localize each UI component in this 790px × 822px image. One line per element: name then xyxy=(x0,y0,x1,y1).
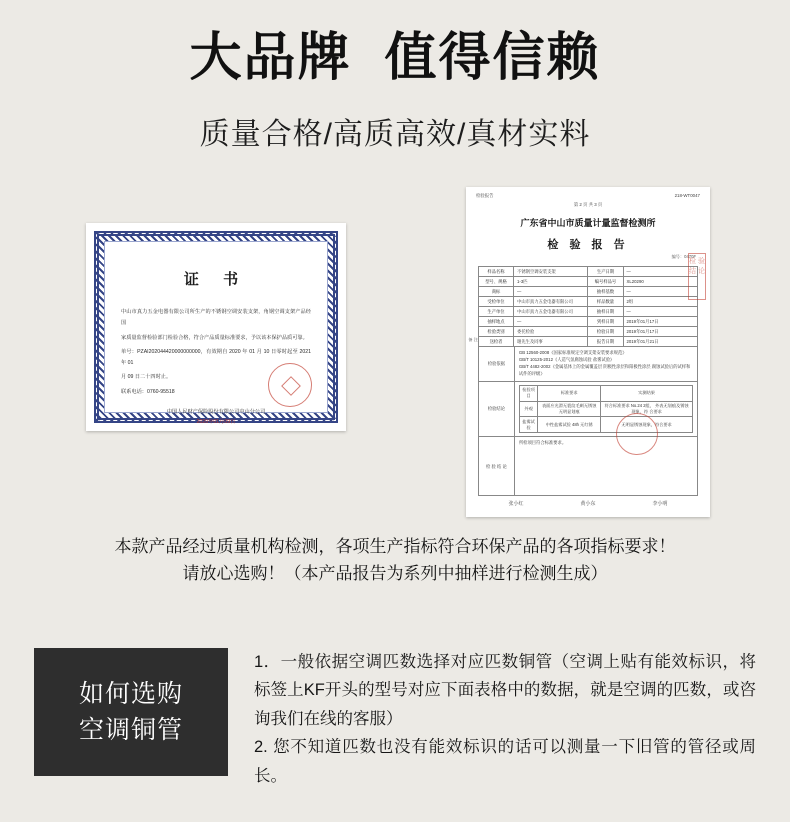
table-row xyxy=(519,401,692,417)
buying-guide-paragraph-1: 1．一般依据空调匹数选择对应匹数铜管（空调上贴有能效标识，将标签上KF开头的型号对应下面表格中的数据，就是空调的匹数，或咨询我们在线的客服） xyxy=(254,653,756,728)
buying-guide-paragraph-2: 2. 您不知道匹数也没有能效标识的话可以测量一下旧管的管径或周长。 xyxy=(254,738,756,785)
report-side-note: 备 注 xyxy=(468,337,478,343)
table-row xyxy=(519,385,692,401)
report-basis-block xyxy=(478,347,698,382)
cell-value: — xyxy=(514,317,588,327)
report-header-right: 218-WT0047 xyxy=(674,193,700,199)
buying-guide-label xyxy=(34,648,228,776)
certificate-red-stamp xyxy=(268,363,312,407)
cell-label: 检验日期 xyxy=(588,327,623,337)
cell-label: 生产单位 xyxy=(479,307,514,317)
cell-label: 抽样日期 xyxy=(588,307,623,317)
table-row xyxy=(479,307,698,317)
cell-value: 1-3匹 xyxy=(514,277,588,287)
basis-line: GB/T 4482-2002《金属基体上的金属覆盖层 阴极性涂层和阳极性涂层 腐蚀试验后的试样和试件的评级》 xyxy=(518,363,691,376)
cell-value: 谢先生及同事 xyxy=(514,337,588,347)
cell-label: 检验类别 xyxy=(479,327,514,337)
report-page-number: 第 2 页 共 3 页 xyxy=(573,202,603,208)
cell-value: 委托检验 xyxy=(514,327,588,337)
buying-guide-label-line2: 空调铜管 xyxy=(78,716,183,744)
cell-label: 报告日期 xyxy=(588,337,623,347)
cell-value: 2019年01月17日 xyxy=(623,317,697,327)
cell-value: 无明显锈蚀现象，符合要求 xyxy=(601,417,693,433)
signature-approver: 张小红 xyxy=(508,501,524,508)
table-row xyxy=(479,317,698,327)
quality-note-line2: 请放心选购！（本产品报告为系列中抽样进行检测生成） xyxy=(182,564,608,584)
inspection-report-image xyxy=(466,187,710,517)
report-side-red-stamp: 检 验 结 论 xyxy=(688,253,706,300)
certificate-issuer: 中国人民财产保险股份有限公司中山分公司 xyxy=(166,408,266,415)
report-institution: 广东省中山市质量计量监督检测所 xyxy=(520,218,656,229)
report-red-seal xyxy=(616,413,658,455)
cell-value: 2019年01月17日 xyxy=(623,327,697,337)
cell-value: — xyxy=(623,267,697,277)
cell-label: 受检单位 xyxy=(479,297,514,307)
table-row xyxy=(519,417,692,433)
report-basis-content xyxy=(515,347,697,381)
cell-value: 表面应光滑无裂纹毛刺无锈蚀 无明显划痕 xyxy=(538,401,601,417)
page-subtitle: 质量合格/高质高效/真材实料 xyxy=(199,118,591,152)
cell-label: 样品名称 xyxy=(479,267,514,277)
cell-value: — xyxy=(514,287,588,297)
cell-label: 抽样地点 xyxy=(479,317,514,327)
signature-reviewer: 黄小东 xyxy=(580,501,596,508)
report-signatures xyxy=(480,500,696,507)
certificates-section xyxy=(0,187,790,527)
certificate-date: 2020年01月09日 xyxy=(196,418,236,425)
quality-note xyxy=(0,533,790,587)
report-title: 检 验 报 告 xyxy=(547,239,629,252)
buying-guide-section xyxy=(0,648,790,790)
cell-value: — xyxy=(623,307,697,317)
report-info-table xyxy=(478,266,698,347)
cell-value: — xyxy=(623,287,697,297)
report-basis-label: 检验依据 xyxy=(479,347,515,381)
cell-value: 中性盐雾试验 48h 无红锈 xyxy=(538,417,601,433)
basis-line: GB 12560-2008《国家标准规定空调支架安装要求规范》 xyxy=(518,350,627,356)
report-conclusion-block xyxy=(478,437,698,496)
certificate-line: 家质量监督检验部门检验合格，符合产品质量标准要求，予以该本保护品质可靠。 xyxy=(121,334,308,341)
cell-value: 符合标准要求 No.24 2组， 外表无划痕及锈蚀现象，符 合要求 xyxy=(601,401,693,417)
quality-note-line1: 本款产品经过质量机构检测，各项生产指标符合环保产品的各项指标要求！ xyxy=(114,537,676,557)
report-conclusion-content: 所检项目符合标准要求。 xyxy=(518,440,567,446)
table-row xyxy=(479,327,698,337)
cell-label: 到样日期 xyxy=(588,317,623,327)
cell-value: 2019年01月21日 xyxy=(623,337,697,347)
report-result-label: 检验结论 xyxy=(479,382,515,437)
cell-label: 样品数量 xyxy=(588,297,623,307)
report-code: 编号：0470F xyxy=(671,254,696,260)
buying-guide-label-line1: 如何选购 xyxy=(78,679,183,708)
cell-label: 编号样品号 xyxy=(588,277,623,287)
cell-value: 2组 xyxy=(623,297,697,307)
certificate-line: 月 09 日二十四时止。 xyxy=(121,374,172,381)
report-header-left: 检验报告 xyxy=(476,193,494,199)
certificate-line: 联系电话：0760-95518 xyxy=(121,389,175,396)
report-result-block xyxy=(478,382,698,438)
column-header: 实测结果 xyxy=(601,385,693,401)
report-result-table xyxy=(519,385,693,434)
report-conclusion-label: 检 验 结 论 xyxy=(479,437,515,495)
cell-label: 抽样基数 xyxy=(588,287,623,297)
table-row xyxy=(479,287,698,297)
cell-value: 中山市真力五金电器有限公司 xyxy=(514,307,588,317)
column-header: 检验项目 xyxy=(519,385,537,401)
cell-value: 盐雾试验 xyxy=(519,417,537,433)
basis-line: GB/T 10125-2012《人造气氛腐蚀试验 盐雾试验》 xyxy=(518,356,615,362)
table-row xyxy=(479,337,698,347)
certificate-line: 中山市真力五金电器有限公司所生产的不锈钢空调安装支架，角钢空调支架产品经国 xyxy=(121,309,311,326)
table-row xyxy=(479,267,698,277)
report-result-content xyxy=(515,382,697,437)
table-row xyxy=(479,297,698,307)
buying-guide-text xyxy=(228,648,756,790)
certificate-image xyxy=(86,223,346,431)
certificate-line: 单号：PZAI202044420000000000，有效期自 2020 年 01 月 10 日零时起至 2021 年 01 xyxy=(121,349,311,366)
certificate-signature-block xyxy=(105,408,327,428)
cell-label: 生产日期 xyxy=(588,267,623,277)
page-title: 大品牌 值得信赖 xyxy=(189,29,601,87)
certificate-title: 证 书 xyxy=(183,271,249,289)
cell-label: 商标 xyxy=(479,287,514,297)
cell-value: 不锈钢空调安装支架 xyxy=(514,267,588,277)
column-header: 标准要求 xyxy=(538,385,601,401)
table-row xyxy=(479,277,698,287)
cell-label: 送检者 xyxy=(479,337,514,347)
cell-value: 外观 xyxy=(519,401,537,417)
cell-label: 型号、规格 xyxy=(479,277,514,287)
cell-value: XL20290 xyxy=(623,277,697,287)
cell-value: 中山市真力五金电器有限公司 xyxy=(514,297,588,307)
report-header-line xyxy=(466,187,710,199)
signature-inspector: 李小明 xyxy=(652,501,668,508)
